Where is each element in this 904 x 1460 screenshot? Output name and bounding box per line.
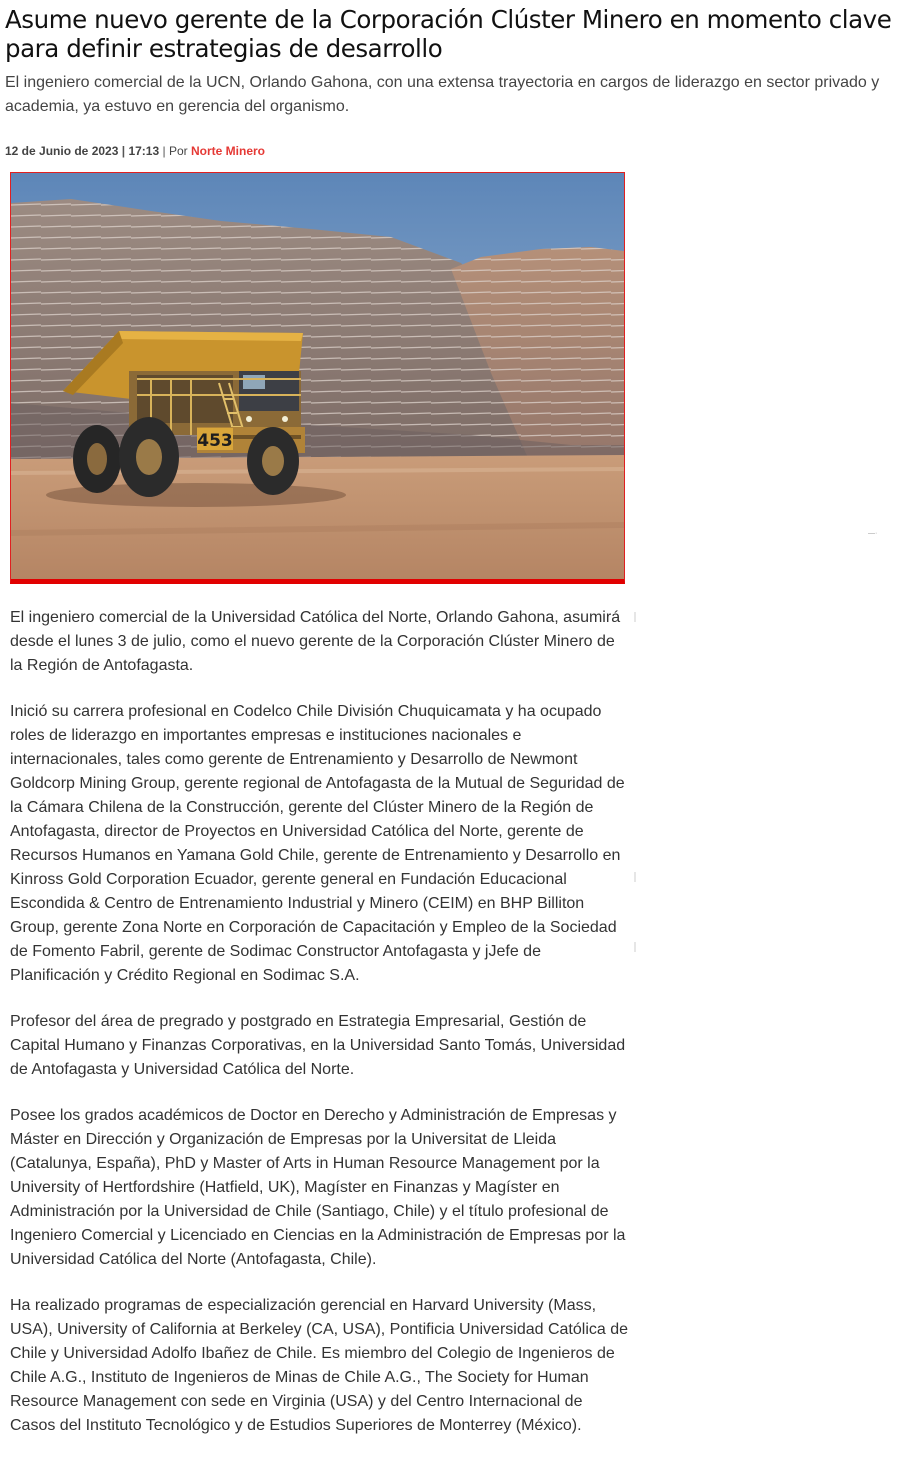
byline-date: 12 de Junio de 2023 — [5, 144, 119, 158]
byline-separator-2: | — [162, 144, 166, 158]
article-paragraph-3: Profesor del área de pregrado y postgrado en Estrategia Empresarial, Gestión de Capital Humano y Finanzas Corporativas, en la Universidad Santo Tomás, Universidad de Antofagasta y Universidad Católica del Norte. — [10, 1013, 626, 1078]
edge-marker — [634, 872, 636, 882]
article-paragraph-2: Inició su carrera profesional en Codelco Chile División Chuquicamata y ha ocupado roles de liderazgo en importantes empresas e instituciones nacionales e internacionales, tales como gerente de Entrenamiento y Desarrollo de Newmont Goldcorp Mining Group, gerente regional de Antofagasta de la Mutual de Seguridad de la Cámara Chilena de la Construcción, gerente del Clúster Minero de la Región de Antofagasta, director de Proyectos en Universidad Católica del Norte, gerente de Recursos Humanos en Yamana Gold Chile, gerente de Entrenamiento y Desarrollo en Kinross Gold Corporation Ecuador, gerente general en Fundación Educacional Escondida & Centro de Entrenamiento Industrial y Minero (CEIM) en BHP Billiton Group, gerente Zona Norte en Corporación de Capacitación y Empleo de la Sociedad de Fomento Fabril, gerente de Sodimac Constructor Antofagasta y jJefe de Planificación y Crédito Regional en Sodimac S.A. — [10, 703, 625, 984]
byline-author-link[interactable]: Norte Minero — [190, 144, 265, 158]
truck-number-plate — [197, 428, 233, 451]
article-body — [10, 606, 630, 1460]
edge-marker — [634, 942, 636, 952]
article-paragraph-5: Ha realizado programas de especialización gerencial en Harvard University (Mass, USA), University of California at Berkeley (CA, USA), Pontificia Universidad Católica de Chile y Universidad Adolfo Ibañez de Chile. Es miembro del Colegio de Ingenieros de Chile A.G., Instituto de Ingenieros de Minas de Chile A.G., The Society for Human Resource Management con sede en Virginia (USA) y del Centro Internacional de Casos del Instituto Tecnológico y de Estudios Superiores de Monterrey (México). — [10, 1297, 629, 1434]
truck-number: 453 — [197, 431, 233, 451]
article-photo — [10, 172, 625, 584]
byline-separator: | — [121, 144, 126, 158]
mining-truck-illustration — [11, 173, 624, 579]
photo-caption-mark: —· — [868, 530, 878, 537]
article-paragraph-1: El ingeniero comercial de la Universidad Católica del Norte, Orlando Gahona, asumirá desde el lunes 3 de julio, como el nuevo gerente de la Corporación Clúster Minero de la Región de Antofagasta. — [10, 609, 621, 674]
article-paragraph-4: Posee los grados académicos de Doctor en Derecho y Administración de Empresas y Máster en Dirección y Organización de Empresas por la Universitat de Lleida (Catalunya, España), PhD y Master of Arts in Human Resource Management por la University of Hertfordshire (Hatfield, UK), Magíster en Finanzas y Magíster en Administración por la Universidad de Chile (Santiago, Chile) y el título profesional de Ingeniero Comercial y Licenciado en Ciencias en la Administración de Empresas por la Universidad Católica del Norte (Antofagasta, Chile). — [10, 1107, 626, 1268]
edge-marker — [634, 612, 636, 622]
byline-time: 17:13 — [128, 144, 160, 158]
article-subtitle: El ingeniero comercial de la UCN, Orlando Gahona, con una extensa trayectoria en cargos de liderazgo en sector privado y academia, ya estuvo en gerencia del organismo. — [5, 74, 880, 115]
byline-por-label: Por — [168, 144, 188, 158]
article-headline: Asume nuevo gerente de la Corporación Clúster Minero en momento clave para definir estrategias de desarrollo — [5, 5, 892, 63]
article-byline — [5, 143, 265, 159]
